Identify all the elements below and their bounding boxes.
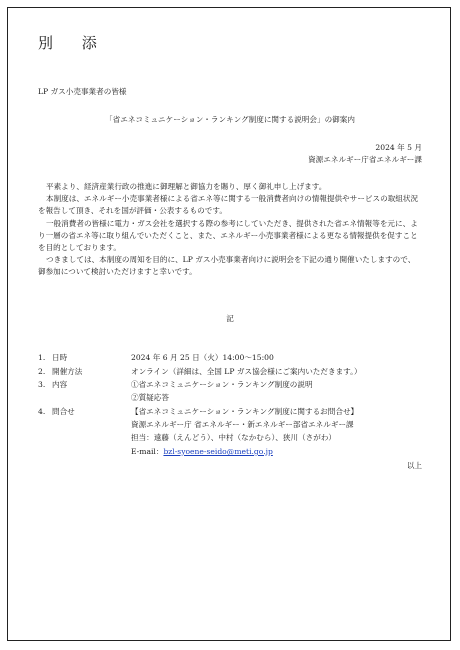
detail-label-content: 内容 bbox=[52, 380, 68, 389]
closing-mark: 以上 bbox=[406, 461, 422, 470]
sender-organization: 資源エネルギー庁省エネルギー課 bbox=[308, 155, 422, 164]
detail-value-contact-persons: 担当：遠藤（えんどう）、中村（なかむら）、狭川（さがわ） bbox=[131, 433, 337, 442]
detail-number: 2. bbox=[38, 367, 46, 376]
detail-label-datetime: 日時 bbox=[52, 353, 68, 362]
page-border bbox=[7, 7, 451, 641]
detail-value-contact-heading: 【省エネコミュニケーション・ランキング制度に関するお問合せ】 bbox=[131, 407, 359, 416]
addressee: LP ガス小売事業者の皆様 bbox=[38, 87, 127, 96]
document-title: 「省エネコミュニケーション・ランキング制度に関する説明会」の御案内 bbox=[105, 115, 355, 124]
email-label: E-mail： bbox=[131, 447, 164, 456]
paragraph-invitation: つきましては、本制度の周知を目的に、LP ガス小売事業者向けに説明会を下記の通り開催いたしますので、御参加について検討いただけますと幸いです。 bbox=[38, 255, 416, 277]
detail-number: 1. bbox=[38, 353, 46, 362]
ki-marker: 記 bbox=[226, 314, 234, 323]
detail-number: 3. bbox=[38, 380, 46, 389]
paragraph-greeting: 平素より、経済産業行政の推進に御理解と御協力を賜り、厚く御礼申し上げます。 bbox=[46, 182, 327, 191]
email-link[interactable]: bzl-syoene-seido@meti.go.jp bbox=[163, 447, 273, 456]
paragraph-purpose: 一般消費者の皆様に電力・ガス会社を選択する際の参考にしていただき、提供された省エネ情報等を元に、より一層の省エネ等に取り組んでいただくこと、また、エネルギー小売事業者様による更なる情報提供を促すことを目的としております。 bbox=[38, 218, 418, 253]
detail-value-contact-office: 資源エネルギー庁 省エネルギー・新エネルギー部省エネルギー課 bbox=[131, 420, 354, 429]
detail-value-content-2: ②質疑応答 bbox=[131, 393, 169, 402]
detail-value-datetime: 2024 年 6 月 25 日（火）14:00～15:00 bbox=[131, 353, 274, 362]
detail-value-content-1: ①省エネコミュニケーション・ランキング制度の説明 bbox=[131, 380, 313, 389]
detail-label-contact: 問合せ bbox=[52, 407, 75, 416]
detail-number: 4. bbox=[38, 407, 46, 416]
page-heading: 別 添 bbox=[38, 34, 109, 52]
detail-label-method: 開催方法 bbox=[52, 367, 83, 376]
body-text bbox=[38, 181, 422, 279]
detail-value-method: オンライン（詳細は、全国 LP ガス協会様にご案内いただきます。） bbox=[131, 367, 362, 376]
issue-date: 2024 年 5 月 bbox=[375, 143, 422, 152]
email-line bbox=[131, 446, 273, 457]
paragraph-overview: 本制度は、エネルギー小売事業者様による省エネ等に関する一般消費者向けの情報提供やサービスの取組状況を報告して頂き、それを国が評価・公表するものです。 bbox=[38, 194, 419, 216]
